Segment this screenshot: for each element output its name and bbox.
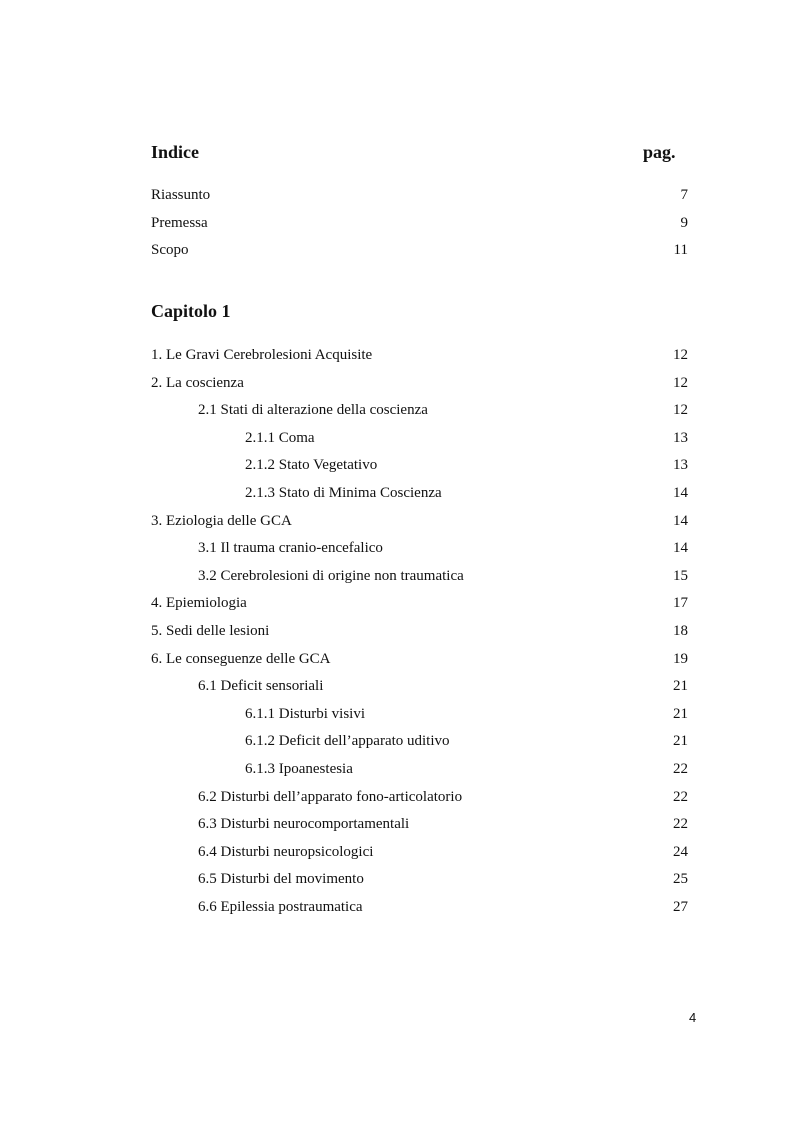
toc-entry[interactable] — [151, 839, 688, 867]
toc-entry[interactable] — [151, 784, 688, 812]
toc-entry[interactable] — [151, 563, 688, 591]
toc-entry-title: 2.1.3 Stato di Minima Coscienza — [245, 484, 442, 501]
toc-entry-page: 15 — [673, 567, 688, 584]
toc-entry-title: 6.5 Disturbi del movimento — [198, 871, 364, 888]
toc-entry[interactable] — [151, 756, 688, 784]
chapter-entries-list — [151, 342, 688, 921]
toc-entry[interactable] — [151, 701, 688, 729]
toc-entry-title: Scopo — [151, 242, 189, 259]
toc-entry-title: 5. Sedi delle lesioni — [151, 622, 270, 639]
toc-entry-title: 6. Le conseguenze delle GCA — [151, 650, 331, 667]
toc-entry-title: 1. Le Gravi Cerebrolesioni Acquisite — [151, 347, 373, 363]
toc-entry-title: 3.1 Il trauma cranio-encefalico — [198, 540, 383, 557]
toc-entry-title: 6.1.3 Ipoanestesia — [245, 760, 353, 777]
toc-entry-title: Riassunto — [151, 187, 211, 203]
toc-entry-page: 25 — [673, 871, 688, 888]
page-number: 4 — [689, 1010, 697, 1025]
toc-entry-page: 13 — [673, 429, 688, 446]
front-matter-list — [151, 182, 688, 265]
toc-entry[interactable] — [151, 397, 688, 425]
toc-entry-title: 6.1 Deficit sensoriali — [198, 678, 324, 695]
page-column-label: pag. — [643, 142, 676, 162]
toc-entry-page: 12 — [673, 374, 688, 391]
toc-entry[interactable] — [151, 866, 688, 894]
toc-entry-title: 6.3 Disturbi neurocomportamentali — [198, 816, 410, 833]
toc-entry[interactable] — [151, 508, 688, 536]
toc-entry-page: 13 — [673, 457, 688, 474]
toc-entry-title: 6.6 Epilessia postraumatica — [198, 898, 363, 915]
toc-entry-page: 14 — [673, 484, 688, 501]
toc-entry[interactable] — [151, 425, 688, 453]
toc-entry-title: 4. Epiemiologia — [151, 595, 247, 612]
toc-entry-page: 22 — [673, 788, 688, 805]
toc-entry-page: 11 — [673, 242, 688, 259]
toc-entry[interactable] — [151, 342, 688, 370]
toc-entry[interactable] — [151, 370, 688, 398]
toc-entry-title: 3. Eziologia delle GCA — [151, 512, 292, 529]
toc-entry-title: 6.2 Disturbi dell’apparato fono-articolatorio — [198, 788, 463, 805]
toc-entry-title: 6.1.2 Deficit dell’apparato uditivo — [245, 733, 450, 750]
toc-entry-title: 6.1.1 Disturbi visivi — [245, 705, 366, 722]
toc-entry[interactable] — [151, 618, 688, 646]
toc-entry[interactable] — [151, 210, 688, 238]
toc-entry-page: 12 — [673, 402, 688, 419]
toc-entry-page: 14 — [673, 540, 688, 557]
index-title: Indice — [151, 142, 200, 162]
toc-entry-page: 14 — [673, 512, 688, 529]
toc-entry-page: 27 — [673, 898, 688, 915]
toc-entry-page: 21 — [673, 705, 688, 722]
toc-entry-page: 7 — [680, 187, 688, 203]
toc-entry[interactable] — [151, 182, 688, 210]
toc-entry-title: 2.1.2 Stato Vegetativo — [245, 457, 378, 474]
toc-entry-page: 17 — [673, 595, 688, 612]
toc-entry-page: 21 — [673, 678, 688, 695]
toc-entry[interactable] — [151, 535, 688, 563]
toc-entry[interactable] — [151, 590, 688, 618]
toc-entry[interactable] — [151, 811, 688, 839]
toc-entry[interactable] — [151, 452, 688, 480]
toc-entry[interactable] — [151, 480, 688, 508]
toc-entry-page: 22 — [673, 816, 688, 833]
toc-entry-title: 3.2 Cerebrolesioni di origine non traumatica — [198, 567, 464, 584]
toc-entry[interactable] — [151, 728, 688, 756]
toc-entry-title: Premessa — [151, 214, 208, 231]
toc-entry[interactable] — [151, 646, 688, 674]
toc-entry-page: 9 — [680, 214, 688, 231]
toc-entry-page: 24 — [673, 843, 688, 860]
toc-entry-page: 19 — [673, 650, 688, 667]
toc-entry-page: 12 — [673, 347, 688, 363]
toc-entry-page: 18 — [673, 622, 688, 639]
toc-entry[interactable] — [151, 673, 688, 701]
toc-entry-page: 21 — [673, 733, 688, 750]
chapter-title: Capitolo 1 — [151, 301, 231, 321]
toc-entry-title: 2. La coscienza — [151, 374, 244, 391]
toc-entry[interactable] — [151, 894, 688, 922]
toc-entry[interactable] — [151, 237, 688, 265]
toc-entry-title: 2.1 Stati di alterazione della coscienza — [198, 402, 428, 419]
toc-entry-title: 2.1.1 Coma — [245, 429, 315, 446]
toc-entry-title: 6.4 Disturbi neuropsicologici — [198, 843, 374, 860]
toc-entry-page: 22 — [673, 760, 688, 777]
